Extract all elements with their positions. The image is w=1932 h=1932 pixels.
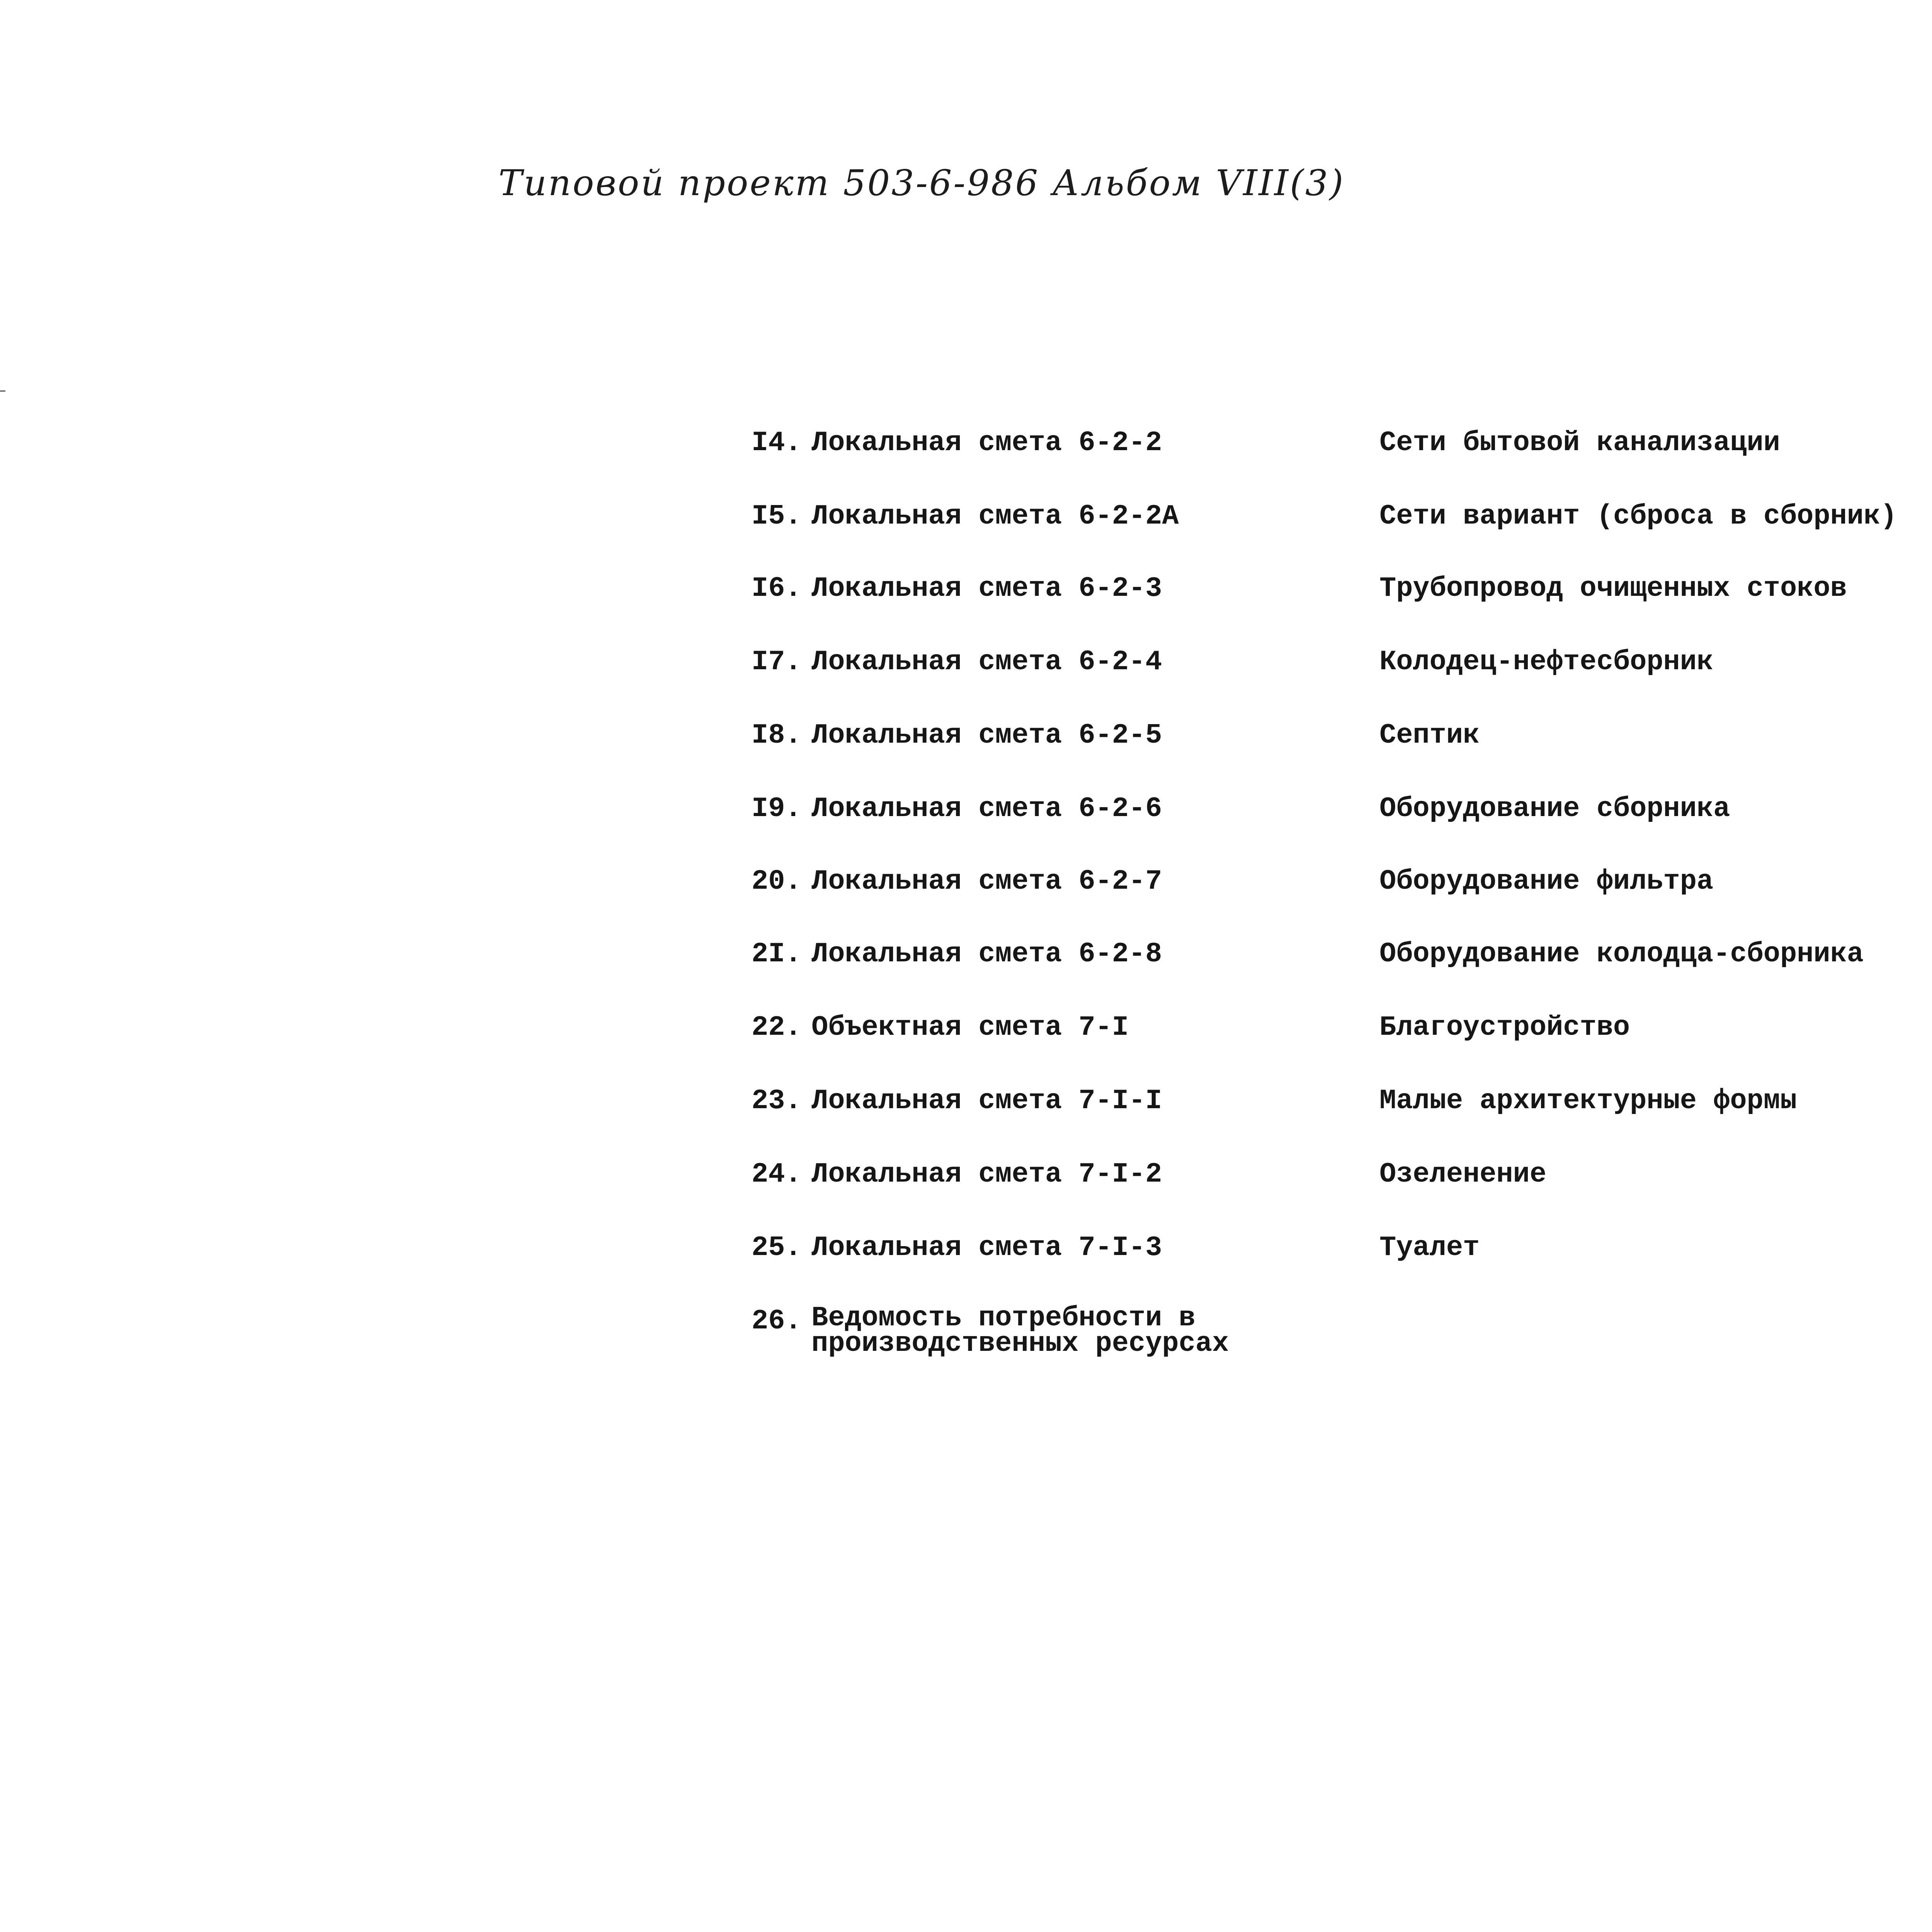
toc-row-number: I7.: [752, 646, 802, 678]
toc-row-description: Колодец-нефтесборник: [1379, 646, 1714, 678]
project-title-handwritten: Типовой проект 503-6-986 Альбом VIII(3): [498, 162, 1345, 204]
toc-row: [0, 1012, 1932, 1058]
toc-row: [0, 573, 1932, 619]
toc-row-number: 26.: [752, 1305, 802, 1337]
toc-row: [0, 500, 1932, 547]
toc-row-description: Сети вариант (сброса в сборник): [1379, 500, 1897, 532]
toc-row-description: Туалет: [1379, 1232, 1480, 1264]
toc-row: [0, 1302, 1932, 1383]
toc-row-description: Сети бытовой канализации: [1379, 427, 1780, 459]
toc-row-number: I5.: [752, 500, 802, 532]
toc-row-description: Трубопровод очищенных стоков: [1379, 573, 1847, 604]
toc-row-number: 2I.: [752, 938, 802, 970]
toc-row-description: Оборудование сборника: [1379, 793, 1730, 825]
toc-row: [0, 427, 1932, 473]
toc-row: [0, 1232, 1932, 1278]
toc-row-number: 20.: [752, 866, 802, 897]
toc-row: [0, 866, 1932, 912]
toc-row-title: Локальная смета 6-2-6: [811, 793, 1162, 825]
toc-row-description: Благоустройство: [1379, 1012, 1630, 1043]
toc-row-title: Локальная смета 6-2-3: [811, 573, 1162, 604]
toc-row-number: 22.: [752, 1012, 802, 1043]
toc-row-number: I9.: [752, 793, 802, 825]
toc-row-number: 23.: [752, 1085, 802, 1117]
toc-row: [0, 1158, 1932, 1205]
toc-row-description: Малые архитектурные формы: [1379, 1085, 1797, 1117]
toc-row-number: 25.: [752, 1232, 802, 1264]
toc-row-title: Локальная смета 6-2-5: [811, 719, 1162, 751]
toc-row: [0, 646, 1932, 692]
toc-row: [0, 719, 1932, 766]
toc-row: [0, 1085, 1932, 1131]
toc-row-description: Септик: [1379, 719, 1480, 751]
toc-row-title: Локальная смета 6-2-7: [811, 866, 1162, 897]
toc-row-description: Озеленение: [1379, 1158, 1547, 1190]
toc-row-title: Ведомость потребности в производственных ресурсах: [811, 1302, 1229, 1359]
toc-row-title: Локальная смета 6-2-8: [811, 938, 1162, 970]
toc-row-title: Локальная смета 6-2-2А: [811, 500, 1179, 532]
toc-row-description: Оборудование колодца-сборника: [1379, 938, 1864, 970]
toc-row-title: Локальная смета 7-I-I: [811, 1085, 1162, 1117]
toc-row-number: I6.: [752, 573, 802, 604]
toc-row-title: Объектная смета 7-I: [811, 1012, 1129, 1043]
toc-row-number: I4.: [752, 427, 802, 459]
toc-row-number: 24.: [752, 1158, 802, 1190]
toc-row-title: Локальная смета 7-I-2: [811, 1158, 1162, 1190]
scan-edge-mark: [0, 390, 5, 392]
toc-row: [0, 793, 1932, 839]
toc-row-number: I8.: [752, 719, 802, 751]
toc-row-description: Оборудование фильтра: [1379, 866, 1714, 897]
toc-row-title: Локальная смета 6-2-2: [811, 427, 1162, 459]
toc-row: [0, 938, 1932, 985]
toc-row-title: Локальная смета 6-2-4: [811, 646, 1162, 678]
toc-row-title: Локальная смета 7-I-3: [811, 1232, 1162, 1264]
